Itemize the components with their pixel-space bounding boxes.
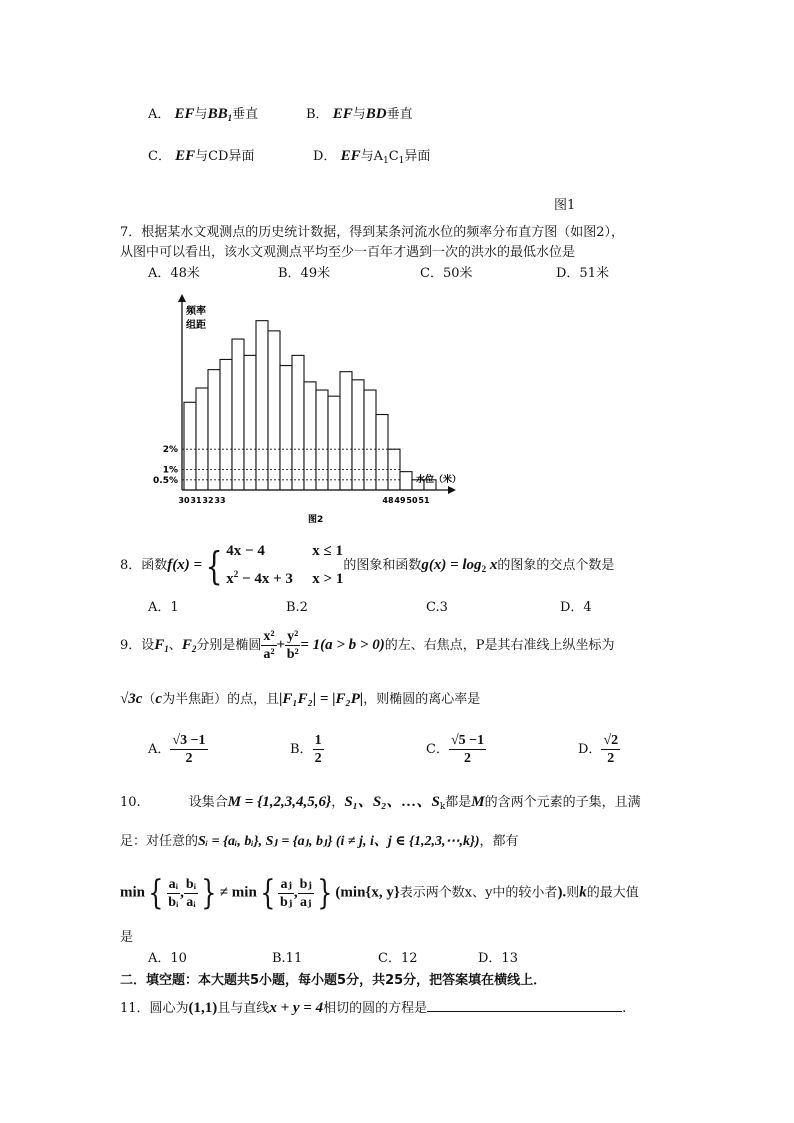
q10-option-b: B.11 (272, 951, 303, 966)
q10-option-d: D．13 (478, 951, 518, 966)
histogram-bar (280, 366, 292, 490)
q9-line2: √3c（c为半焦距）的点，且|F₁F₂| = |F₂P|，则椭圆的离心率是 (120, 691, 481, 707)
histogram-bar (376, 415, 388, 490)
y-reference-label: 2% (162, 445, 178, 456)
q10-line4: 是 (120, 930, 134, 945)
piecewise-cases: 4x − 4 x ≤ 1 $x^2 - 4x + 3$ x > 1 (226, 543, 344, 587)
histogram-bar (364, 390, 376, 490)
q7-line1: 7．根据某水文观测点的历史统计数据，得到某条河流水位的频率分布直方图（如图2）， (120, 225, 625, 240)
y-reference-label: 1% (162, 465, 178, 476)
water-level-histogram (148, 290, 488, 530)
histogram-bar (400, 472, 412, 490)
q8-option-b: B.2 (286, 600, 308, 615)
q9-option-d: D． $\frac{√2}{2}$ (578, 733, 619, 766)
figure-1-label: 图1 (554, 198, 576, 213)
q6-option-b: B． EF与BD垂直 (306, 106, 413, 122)
q6-option-a: A． EF与$BB_1$垂直 (148, 106, 259, 123)
q7-option-b: B．49米 (278, 266, 331, 281)
histogram-bar (352, 380, 364, 490)
histogram-bar (220, 359, 232, 490)
x-tick-label: 31 (190, 496, 202, 505)
y-label-line1: 频率 (186, 306, 206, 317)
left-brace: { (205, 543, 223, 588)
y-label-line2: 组距 (186, 320, 206, 331)
histogram-bar (328, 396, 340, 490)
chart-title: 图2 (308, 515, 324, 525)
x-tick-label: 33 (214, 496, 226, 505)
x-tick-label: 51 (418, 496, 430, 505)
q8-line: 8．函数f(x) ={ 4x − 4 x ≤ 1 $x^2 - 4x + 3$ x > 1 的图象和函数$g(x) = \log_2 x$的图象的交点个数是 (120, 540, 614, 591)
q9-option-b: B． $\frac{1}{2}$ (290, 733, 322, 766)
q6-option-d: D． EF与$A_1C_1$异面 (313, 148, 431, 166)
q10-option-c: C．12 (378, 951, 418, 966)
histogram-bar (208, 370, 220, 490)
x-axis-arrow (448, 486, 456, 494)
histogram-bar (304, 382, 316, 490)
fraction-x2-a2: $\frac{\text{x²}}{\text{a²}}$ (263, 629, 275, 662)
x-axis-label: 水位（米） (416, 475, 462, 485)
histogram-bar (268, 331, 280, 490)
q9-option-c: C． $\frac{√5 -1}{2}$ (426, 733, 485, 766)
q9-option-a: A． $\frac{√3 -1}{2}$ (148, 733, 206, 766)
x-tick-label: 32 (202, 496, 214, 505)
y-reference-label: 0.5% (153, 475, 178, 486)
q10-line3: min{ $\frac{\text{aᵢ}}{\text{bᵢ}}$ , $\frac{\text{bᵢ}}{\text{aᵢ}}$ } ≠ min{ $\frac{\text{aⱼ}}{\text{bⱼ}}$ , $\frac{\text{bⱼ}}{\text{aⱼ}}$ } (min{x, y}表示两个数x、y中的较小者).则k的最大值 (120, 873, 639, 913)
q7-option-c: C．50米 (420, 266, 473, 281)
histogram-bar (316, 390, 328, 490)
section-2-heading: 二．填空题：本大题共5小题，每小题5分，共25分，把答案填在横线上． (120, 973, 547, 988)
q7-option-d: D．51米 (556, 266, 609, 281)
q6-option-c: C． EF与CD异面 (148, 148, 255, 164)
q8-option-d: D．4 (560, 600, 592, 615)
histogram-bar (340, 372, 352, 490)
histogram-bar (256, 321, 268, 490)
q7-option-a: A．48米 (148, 266, 200, 281)
histogram-bar (232, 339, 244, 490)
x-tick-label: 50 (406, 496, 418, 505)
x-tick-label: 30 (178, 496, 190, 505)
q8-option-a: A．1 (148, 600, 179, 615)
q10-option-a: A．10 (148, 951, 187, 966)
histogram-bar (184, 402, 196, 490)
q11-line: 11．圆心为(1,1)且与直线x + y = 4相切的圆的方程是 . (120, 1000, 627, 1016)
x-tick-label: 49 (394, 496, 406, 505)
q8-option-c: C.3 (426, 600, 448, 615)
q10-line2: 足：对任意的Sᵢ = {aᵢ, bᵢ}, Sⱼ = {aⱼ, bⱼ} (i ≠ j, i、j ∈ {1,2,3,⋯,k})，都有 (120, 834, 519, 849)
q10-line1: 10. 设集合M = {1,2,3,4,5,6}，S₁、S₂、…、$S_k$都是M的含两个元素的子集，且满 (120, 794, 641, 812)
x-tick-label: 48 (382, 496, 394, 505)
q7-line2: 从图中可以看出，该水文观测点平均至少一百年才遇到一次的洪水的最低水位是 (120, 245, 576, 260)
y-axis-arrow (178, 294, 186, 302)
answer-blank[interactable] (427, 999, 622, 1012)
q9-line1: 9．设$F_1$、$F_2$分别是椭圆 $\frac{\text{x²}}{\text{a²}}$ + $\frac{\text{y²}}{\text{b²}}$ = 1(a > b > 0)的左、右焦点，P是其右准线上纵坐标为 (120, 629, 615, 662)
fraction-y2-b2: $\frac{\text{y²}}{\text{b²}}$ (286, 629, 299, 662)
histogram-bar (196, 388, 208, 490)
